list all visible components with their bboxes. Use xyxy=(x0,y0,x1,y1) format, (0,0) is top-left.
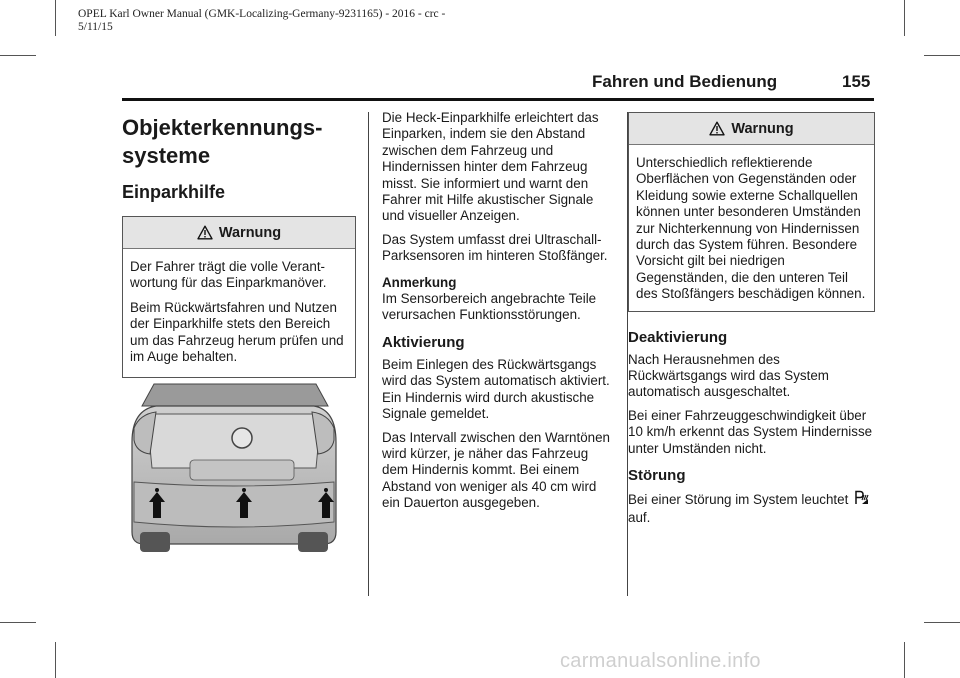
activation-title: Aktivierung xyxy=(382,333,465,351)
section-title-line2: systeme xyxy=(122,143,211,168)
warning-box xyxy=(122,216,356,378)
warning-triangle-icon xyxy=(709,121,725,136)
note-label: Anmerkung xyxy=(382,274,457,290)
header-rule xyxy=(122,98,874,101)
warning-box xyxy=(628,112,875,312)
sensor-paragraph: Das System umfasst drei Ultraschall-Parksensoren im hinteren Stoßfänger. xyxy=(382,231,608,264)
warning-paragraph: Der Fahrer trägt die volle Verantwortung für das Einparkmanöver. xyxy=(130,259,327,291)
column-left xyxy=(122,114,356,378)
section-title-line1: Objekterkennungs- xyxy=(122,115,323,140)
crop-mark xyxy=(0,622,36,623)
warning-header xyxy=(123,217,355,249)
running-header: Fahren und Bedienung xyxy=(592,72,778,91)
crop-mark xyxy=(924,622,960,623)
warning-triangle-icon xyxy=(197,225,213,240)
fault-title: Störung xyxy=(628,467,686,485)
crop-mark xyxy=(904,642,905,678)
fault-text-before: Bei einer Störung im System leuchtet xyxy=(628,492,849,508)
deactivation-paragraph: Nach Herausnehmen des Rückwärtsgangs wird das System automatisch ausgeschaltet. xyxy=(628,351,829,400)
warning-body xyxy=(123,249,355,377)
park-assist-indicator-icon xyxy=(854,490,869,509)
warning-label: Warnung xyxy=(218,224,282,241)
warning-paragraph: Beim Rückwärtsfahren und Nutzen der Einparkhilfe stets den Bereich um das Fahrzeug herum prüfen und im Auge behalten. xyxy=(130,299,344,365)
intro-paragraph: Die Heck-Einparkhilfe erleichtert das Einparken, indem sie den Abstand zwischen dem Fahrzeug und Hindernissen hinter dem Fahrzeug misst. Sie informiert und warnt den Fahrer mit Hilfe akustischer Signale und visueller Anzeigen. xyxy=(382,110,599,224)
crop-mark xyxy=(55,642,56,678)
activation-paragraph: Beim Einlegen des Rückwärtsgangs wird das System automatisch aktiviert. Ein Hindernis wird durch akustische Signale gemeldet. xyxy=(382,356,610,422)
warning-paragraph: Unterschiedlich reflektierende Oberflächen von Gegenständen oder Kleidung sowie externe Schallquellen können unter besonderen Umständen zur Nichterkennung von Hindernissen durch das System führen. Besondere Vorsicht gilt bei niedrigen Gegenständen, die den unteren Teil des Stoßfängers beschädigen können. xyxy=(636,155,866,302)
section-title xyxy=(122,114,356,170)
column-middle xyxy=(382,110,617,519)
crop-mark xyxy=(904,0,905,36)
subsection-title: Einparkhilfe xyxy=(122,182,226,202)
note-text: Im Sensorbereich angebrachte Teile verursachen Funktionsstörungen. xyxy=(382,291,597,323)
column-divider xyxy=(368,112,369,596)
print-metadata-line1: OPEL Karl Owner Manual (GMK-Localizing-Germany-9231165) - 2016 - crc - xyxy=(78,8,446,20)
deactivation-paragraph: Bei einer Fahrzeuggeschwindigkeit über 10 km/h erkennt das System Hindernisse unter Umständen nicht. xyxy=(628,407,873,456)
page-number: 155 xyxy=(842,72,871,91)
car-rear-illustration xyxy=(126,382,342,554)
fault-text-after: auf. xyxy=(628,509,651,525)
fault-paragraph xyxy=(628,490,875,526)
warning-body xyxy=(629,145,874,311)
activation-paragraph: Das Intervall zwischen den Warntönen wird kürzer, je näher das Fahrzeug dem Hindernis kommt. Bei einem Abstand von weniger als 40 cm wird ein Dauerton ausgegeben. xyxy=(382,429,611,511)
print-metadata-line2: 5/11/15 xyxy=(78,21,113,33)
crop-mark xyxy=(55,0,56,36)
crop-mark xyxy=(0,55,36,56)
warning-header xyxy=(629,113,874,145)
column-right xyxy=(628,112,875,533)
crop-mark xyxy=(924,55,960,56)
print-metadata xyxy=(78,8,445,34)
watermark: carmanualsonline.info xyxy=(560,650,761,672)
warning-label: Warnung xyxy=(731,120,794,137)
deactivation-title: Deaktivierung xyxy=(628,328,728,346)
